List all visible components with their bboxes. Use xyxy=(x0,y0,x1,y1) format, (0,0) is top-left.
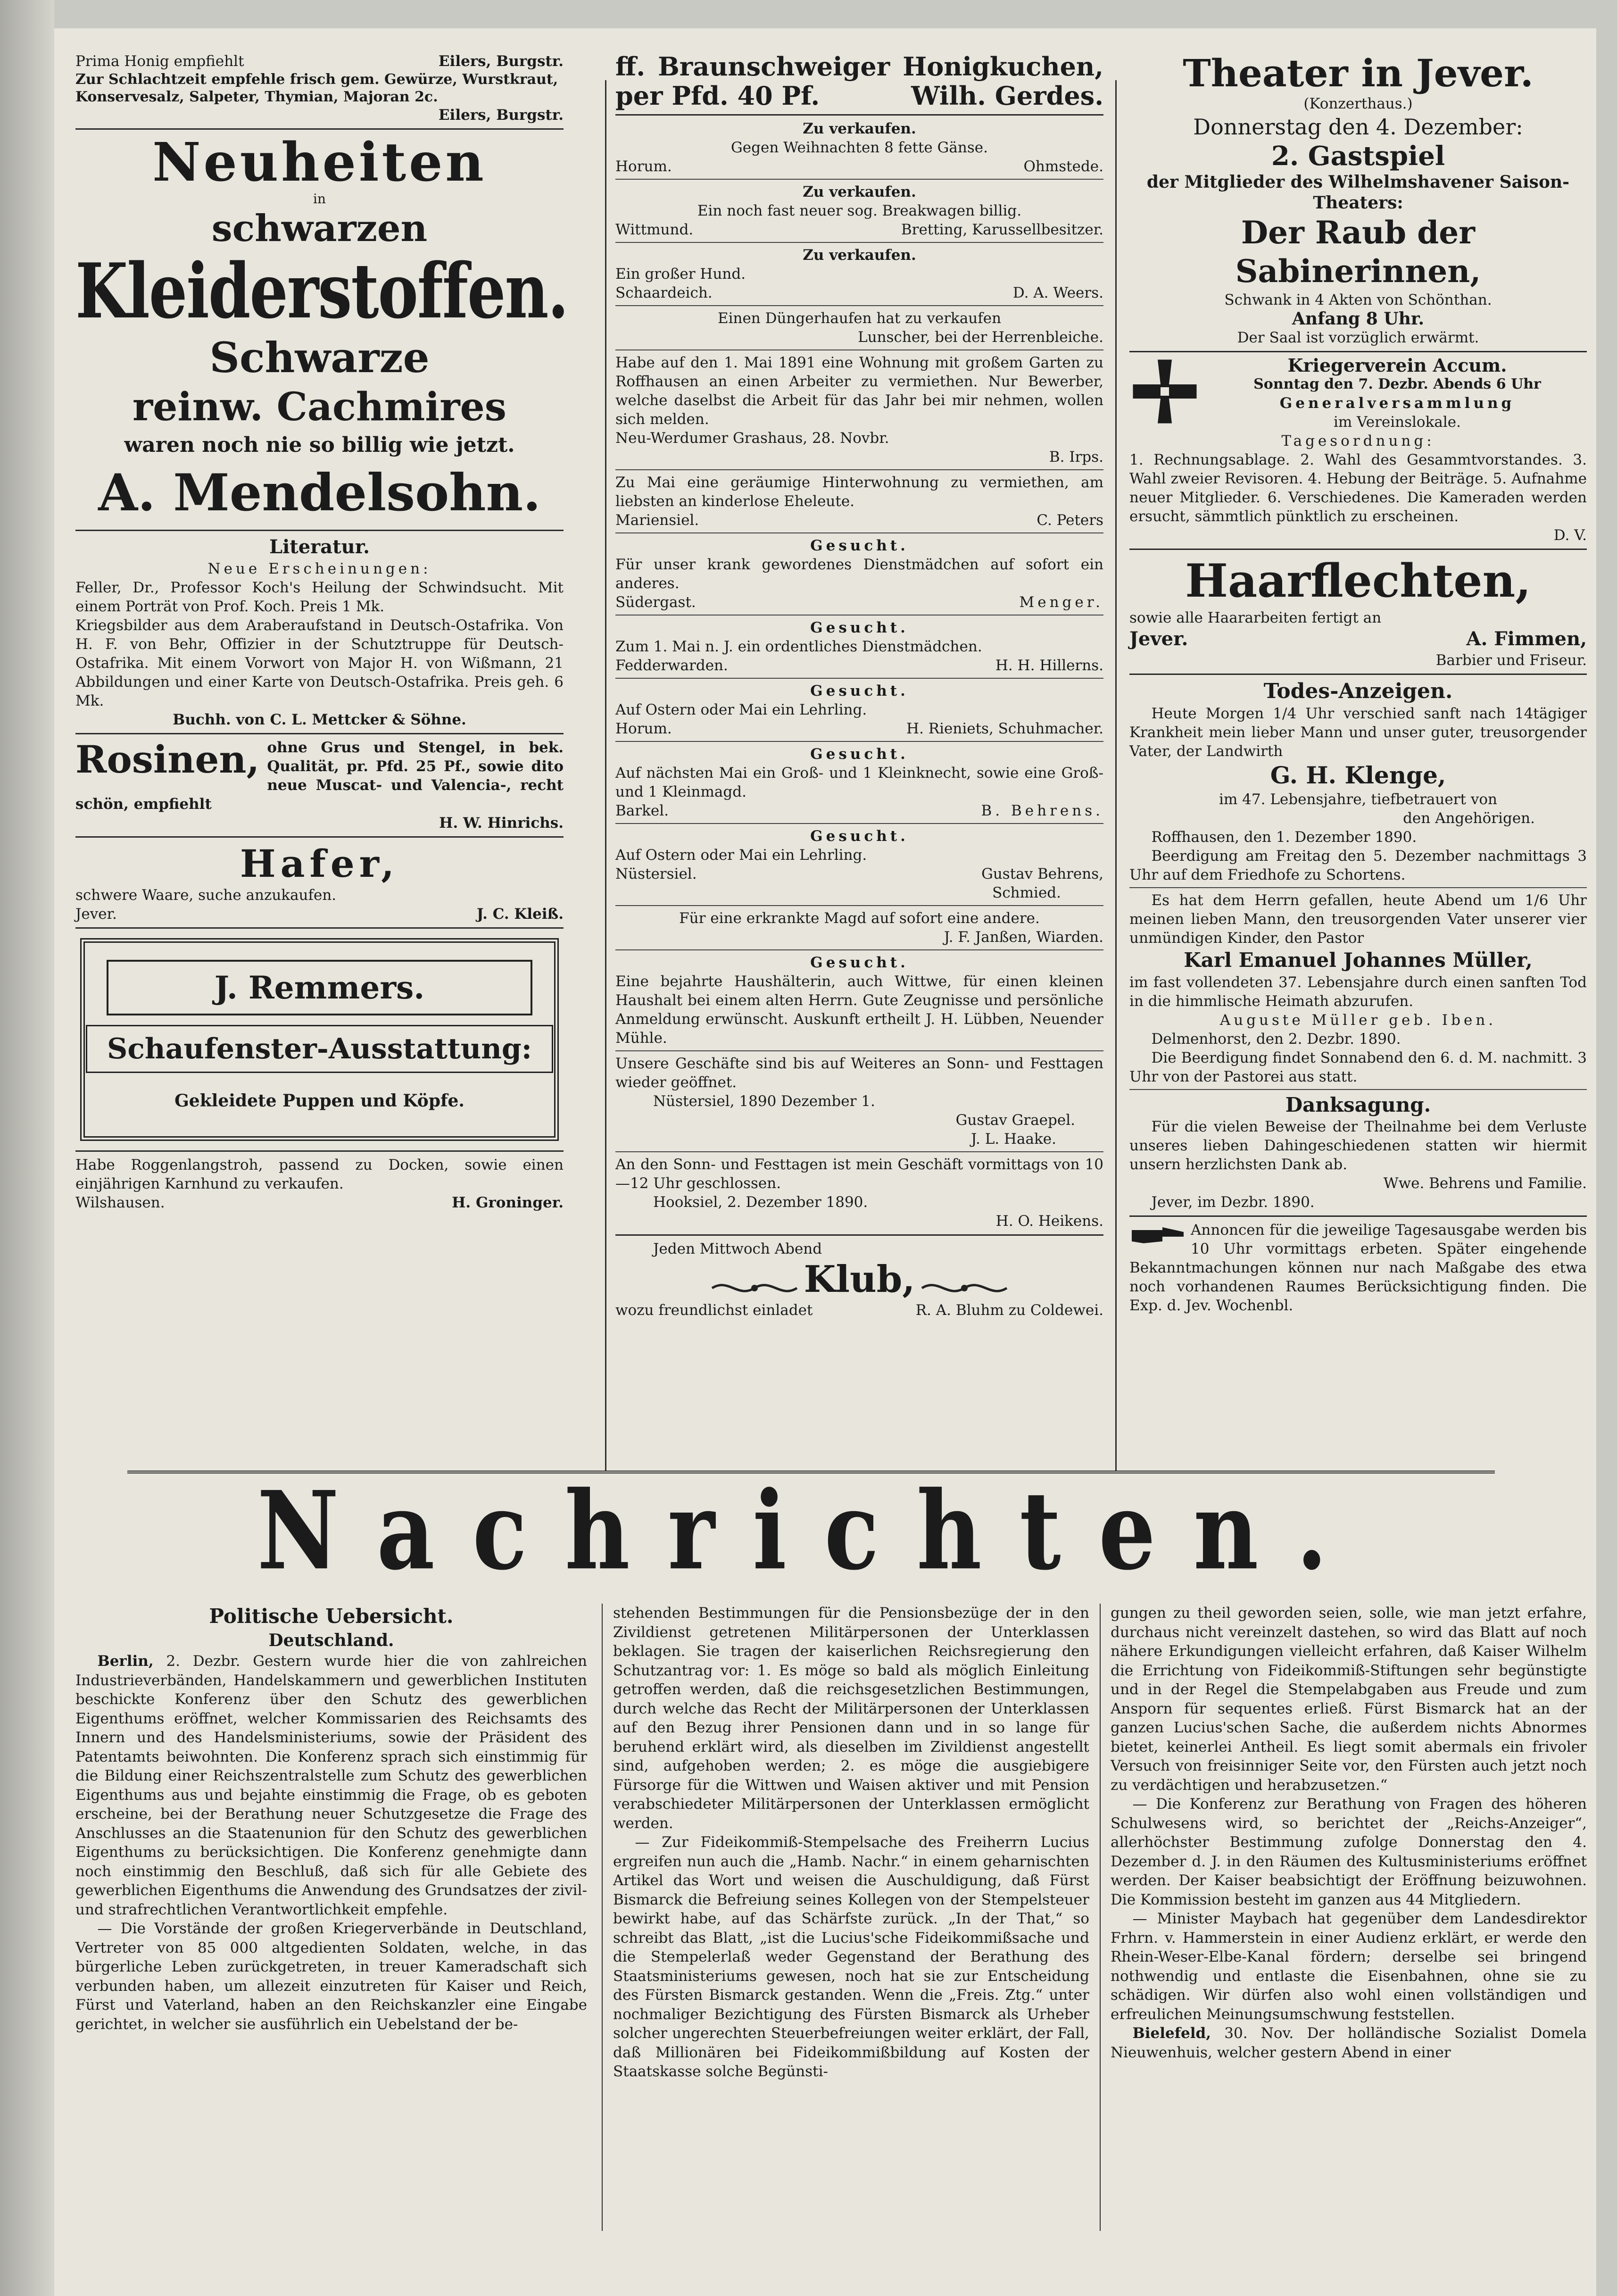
divider xyxy=(1129,887,1587,888)
gesucht-5-heading: Gesucht. xyxy=(810,828,909,845)
roggen-place: Wilshausen. xyxy=(75,1194,165,1211)
haar-sign: A. Fimmen, xyxy=(1466,628,1587,650)
magd-sign: J. F. Janßen, Wiarden. xyxy=(944,929,1103,946)
ad-2-sign: Bretting, Karussellbesitzer. xyxy=(901,221,1103,238)
neue-erscheinungen: Neue Erscheinungen: xyxy=(207,560,431,577)
tod-2-text: Es hat dem Herrn gefallen, heute Abend um 1/6 Uhr meinen lieben Mann, den treusorgenden Vater unserer vier unmündigen Kinder, den Pastor xyxy=(1129,892,1587,947)
saal: Der Saal ist vorzüglich erwärmt. xyxy=(1237,329,1479,346)
gesucht-1-sign: Menger. xyxy=(1019,594,1103,611)
klub-pre: Jeden Mittwoch Abend xyxy=(653,1240,822,1257)
krieger-text: 1. Rechnungsablage. 2. Wahl des Gesammtvorstandes. 3. Wahl zweier Revisoren. 4. Hebung der Beiträge. 5. Aufnahme neuer Mitglieder. 6. Verschiedenes. Die Kameraden werden ersucht, sämmtlich pünktlich zu erscheinen. xyxy=(1129,451,1587,525)
geschaefte-sign-2: J. L. Haake. xyxy=(970,1131,1056,1148)
krieger-location: im Vereinslokale. xyxy=(1334,414,1461,431)
bismarck-paragraph: gungen zu theil geworden seien, solle, wie man jetzt erfahre, durchaus nicht vereinzelt dastehen, so wird das Blatt auf noch nähere Erkundigungen vielleicht erfahren, daß Kaiser Wilhelm die Errichtung von Fideikommiß-Stiftungen sehr begünstigte und in der Regel die Stempelabgaben aus Freude und zum Ansporn für sequentes erließ. Fürst Bismarck hat an der ganzen Lucius'schen Sache, die außerdem nichts Abnormes bietet, keinerlei Antheil. Es liegt somit abermals ein frivoler Versuch von freisinniger Seite vor, den Fürsten auch jetzt noch zu verdächtigen und herabzusetzen.“ xyxy=(1111,1605,1587,1794)
gesucht-3-sign: H. Rieniets, Schuhmacher. xyxy=(906,720,1103,737)
krieger-sign: D. V. xyxy=(1553,527,1587,544)
ad-1-place: Horum. xyxy=(615,158,672,175)
raub-title: Der Raub der Sabinerinnen, xyxy=(1235,214,1481,290)
divider xyxy=(615,741,1103,742)
geschaefte-place: Nüstersiel, 1890 Dezember 1. xyxy=(653,1093,875,1110)
rosinen-text: ohne Grus und Stengel, in bek. Qualität, pr. Pfd. 25 Pf., sowie dito neue Muscat- und Valencia-, recht schön, empfiehlt xyxy=(75,739,564,813)
divider xyxy=(615,1151,1103,1152)
column-rule xyxy=(1100,1604,1101,2231)
gastspiel: 2. Gastspiel xyxy=(1271,141,1445,172)
gesucht-3-text: Auf Ostern oder Mai ein Lehrling. xyxy=(615,701,867,718)
ad-2-place: Wittmund. xyxy=(615,221,694,238)
kriegerverbaende-paragraph: — Die Vorstände der großen Kriegerverbände in Deutschland, Vertreter von 85 000 altgedienten Soldaten, welche, in das bürgerliche Leben zurückgetreten, in treuer Kameradschaft sich verbunden haben, um allezeit einzutreten für Kaiser und Reich, Fürst und Vaterland, haben an den Reichskanzler eine Eingabe gerichtet, in welcher sie ausführlich ein Uebelstand der be- xyxy=(75,1920,587,2033)
news-column-1 xyxy=(75,1604,587,2034)
neuheiten-heading: Neuheiten xyxy=(152,132,487,193)
berlin-paragraph: 2. Dezbr. Gestern wurde hier die von zahlreichen Industrieverbänden, Handelskammern und gewerblichen Instituten beschickte Konferenz über den Schutz des gewerblichen Eigenthums eröffnet, welcher Kommissarien des Reichsamts des Innern und des Handelsministeriums, sowie der Präsident des Patentamts beiwohnten. Die Konferenz sprach sich einstimmig für die Bildung einer Reichszentralstelle zum Schutz des gewerblichen Eigenthums aus und bejahte einstimmig die Frage, ob es geboten erscheine, bei der Berathung neuer Schutzgesetze die Frage des Anschlusses an die Staatenunion für den Schutz des gewerblichen Eigenthums zu berücksichtigen. Die Konferenz genehmigte dann noch einstimmig den Beschluß, daß sich für alle Gebiete des gewerblichen Eigenthums die Anwendung des Grundsatzes der zivil- und strafrechtlichen Verantwortlichkeit empfehle. xyxy=(75,1653,587,1918)
gesucht-3-heading: Gesucht. xyxy=(810,682,909,699)
divider xyxy=(75,128,564,130)
bielefeld-paragraph: 30. Nov. Der holländische Sozialist Domela Nieuwenhuis, welcher gestern Abend in einer xyxy=(1111,2025,1587,2061)
ad-2-heading: Zu verkaufen. xyxy=(803,183,916,200)
schwarze-heading: Schwarze xyxy=(209,333,430,382)
tod-2-beerdigung: Die Beerdigung findet Sonnabend den 6. d. M. nachmitt. 3 Uhr von der Pastorei aus statt. xyxy=(1129,1049,1587,1085)
gesucht-2-heading: Gesucht. xyxy=(810,619,909,636)
konferenz-paragraph: — Die Konferenz zur Berathung von Fragen des höheren Schulwesens wird, so berichtet der „Reichs-Anzeiger“, allerhöchster Bestimmung zufolge Donnerstag den 4. Dezember d. J. in den Räumen des Kultusministeriums eröffnet werden. Der Kaiser beabsichtigt der Eröffnung beizuwohnen. Die Kommission besteht im ganzen aus 44 Mitgliedern. xyxy=(1111,1796,1587,1908)
masthead xyxy=(127,1467,1495,1594)
ad-2-text: Ein noch fast neuer sog. Breakwagen billig. xyxy=(697,202,1022,219)
column-rule xyxy=(602,1604,603,2231)
gesucht-1-text: Für unser krank gewordenes Dienstmädchen auf sofort ein anderes. xyxy=(615,556,1103,592)
book-spine xyxy=(0,0,54,2296)
tod-1-place: Roffhausen, den 1. Dezember 1890. xyxy=(1151,829,1417,846)
rosinen-ad xyxy=(75,738,564,832)
literatur-sign: Buchh. von C. L. Mettcker & Söhne. xyxy=(173,711,466,728)
schwarzen-heading: schwarzen xyxy=(211,207,428,250)
honigkuchen-sign: Wilh. Gerdes. xyxy=(911,81,1103,111)
mendelsohn-name: A. Mendelsohn. xyxy=(98,463,541,523)
column-rule xyxy=(1115,80,1117,1472)
tod-1-b: im 47. Lebensjahre, tiefbetrauert von xyxy=(1219,791,1497,808)
gesucht-2-sign: H. H. Hillerns. xyxy=(995,657,1103,674)
danksagung-heading: Danksagung. xyxy=(1285,1093,1431,1116)
theater-date: Donnerstag den 4. Dezember: xyxy=(1193,114,1523,140)
tod-2-b: im fast vollendeten 37. Lebensjahre durch einen sanften Tod in die himmlische Heimath abzurufen. xyxy=(1129,974,1587,1010)
ads-column-1 xyxy=(75,52,568,1212)
ad-1-heading: Zu verkaufen. xyxy=(803,120,916,137)
gesucht-3-place: Horum. xyxy=(615,720,672,737)
danksagung-place: Jever, im Dezbr. 1890. xyxy=(1151,1194,1315,1211)
schaufenster-heading: Schaufenster-Ausstattung: xyxy=(86,1025,553,1073)
ad-3-text: Ein großer Hund. xyxy=(615,266,746,283)
divider xyxy=(75,836,564,838)
fideikommiss-paragraph: — Zur Fideikommiß-Stempelsache des Freiherrn Lucius ergreifen nun auch die „Hamb. Nachr.“ in einem geharnischten Artikel das Wort und weisen die Auschuldigung, daß Fürst Bismarck die Befreiung seines Kollegen von der Stempelsteuer bewirkt habe, auf das Schärfste zurück. „In der That,“ so schreibt das Blatt, „ist die Lucius'sche Fideikommißsache und die Stempelerlaß weder Gegenstand der Berathung des Staatsministeriums gewesen, noch hat sie zur Entscheidung des Fürsten Bismarck gestanden. Wenn die „Freis. Ztg.“ unter nochmaliger Bezichtigung des Fürsten Bismarck als Urheber solcher ungerechten Steuerbefreiungen weiter erklärt, der Fall, daß Millionären bei Fideikommißbildung auf Kosten der Staatskasse solche Begünsti- xyxy=(613,1834,1089,2080)
gesucht-6-heading: Gesucht. xyxy=(810,954,909,971)
divider xyxy=(615,615,1103,616)
divider xyxy=(1129,549,1587,550)
column-rule xyxy=(605,80,606,1472)
cachmires-heading: reinw. Cachmires xyxy=(133,384,506,430)
ad-6-place: Mariensiel. xyxy=(615,512,699,529)
tod-2-name: Karl Emanuel Johannes Müller, xyxy=(1184,948,1533,972)
anfang: Anfang 8 Uhr. xyxy=(1292,309,1425,329)
iron-cross-icon xyxy=(1129,356,1200,427)
krieger-date: Sonntag den 7. Dezbr. Abends 6 Uhr xyxy=(1253,376,1541,392)
divider xyxy=(615,349,1103,350)
divider xyxy=(615,823,1103,824)
pensions-paragraph: stehenden Bestimmungen für die Pensionsbezüge der in den Zivildienst getretenen Militärpersonen der Unterklassen beklagen. Sie tragen der kaiserlichen Reichsregierung den Schutzantrag vor: 1. Es möge so bald als möglich Einleitung getroffen werden, daß die reichsgesetzlichen Bestimmungen, durch welche das Recht der Militärpersonen der Unterklassen auf den Bezug ihrer Pensionen dann und in so lange für beruhend erklärt wird, als dieselben im Zivildienst angestellt sind, aufgehoben werden; 2. es möge die ausgiebigere Fürsorge für die Wittwen und Waisen aktiver und mit Pension verabschiedeter Militärpersonen der Unterklassen ermöglicht werden. xyxy=(613,1605,1089,1832)
gesucht-4-sign: B. Behrens. xyxy=(981,802,1103,819)
ads-column-3 xyxy=(1129,52,1587,1315)
ad-5-place: Neu-Werdumer Grashaus, 28. Novbr. xyxy=(615,430,889,447)
spice-sign: Eilers, Burgstr. xyxy=(438,107,564,124)
hafer-sign: J. C. Kleiß. xyxy=(476,906,564,923)
roggen-signature xyxy=(75,1193,564,1212)
literatur-item-2: Kriegsbilder aus dem Araberaufstand in Deutsch-Ostafrika. Von H. F. von Behr, Offizier in der Schutztruppe für Deutsch-Ostafrika. Mit einem Vorwort von Major H. von Wißmann, 21 Abbildungen und einer Karte von Deutsch-Ostafrika. Preis geh. 6 Mk. xyxy=(75,617,564,709)
kleiderstoffen-heading: Kleiderstoffen. xyxy=(75,247,568,336)
tod-1-text: Heute Morgen 1/4 Uhr verschied sanft nach 14tägiger Krankheit mein lieber Mann und unser guter, treusorgender Vater, der Landwirth xyxy=(1129,705,1587,760)
gesucht-1-place: Südergast. xyxy=(615,594,696,611)
annoncen-notice xyxy=(1129,1221,1587,1315)
divider xyxy=(615,242,1103,243)
hafer-text: schwere Waare, suche anzukaufen. xyxy=(75,887,337,904)
honey-text: Prima Honig empfiehlt xyxy=(75,53,244,70)
divider xyxy=(1129,351,1587,352)
gesucht-1-heading: Gesucht. xyxy=(810,537,909,554)
nachrichten-heading: Nachrichten. xyxy=(257,1467,1365,1594)
divider xyxy=(615,179,1103,180)
gesucht-2-text: Zum 1. Mai n. J. ein ordentliches Dienstmädchen. xyxy=(615,638,982,655)
tod-2-sign: Auguste Müller geb. Iben. xyxy=(1219,1012,1497,1029)
pointing-hand-icon xyxy=(1129,1221,1186,1249)
gesucht-5-place: Nüstersiel. xyxy=(615,865,697,882)
hafer-place: Jever. xyxy=(75,906,117,923)
divider xyxy=(1129,1089,1587,1090)
divider xyxy=(615,1234,1103,1236)
news-column-3 xyxy=(1111,1604,1587,2062)
ornament-icon xyxy=(710,1277,799,1299)
hafer-heading: Hafer, xyxy=(240,841,399,886)
ad-4-sign: Lunscher, bei der Herrenbleiche. xyxy=(858,329,1103,346)
todes-heading: Todes-Anzeigen. xyxy=(1263,679,1453,703)
divider xyxy=(75,733,564,734)
ad-6-text: Zu Mai eine geräumige Hinterwohnung zu vermiethen, am liebsten an kinderlose Eheleute. xyxy=(615,474,1103,510)
gesucht-2-place: Fedderwarden. xyxy=(615,657,728,674)
tod-1-beerdigung: Beerdigung am Freitag den 5. Dezember nachmittags 3 Uhr auf dem Friedhofe zu Schortens. xyxy=(1129,848,1587,883)
klub-heading: Klub, xyxy=(804,1258,915,1301)
divider xyxy=(615,678,1103,679)
honigkuchen-ad: ff. Braunschweiger Honigkuchen, per Pfd. 40 Pf. xyxy=(615,51,1103,111)
ad-3-heading: Zu verkaufen. xyxy=(803,247,916,264)
geschaefte-sign-1: Gustav Graepel. xyxy=(955,1112,1075,1129)
divider xyxy=(1129,1215,1587,1217)
sonntag-sign: H. O. Heikens. xyxy=(995,1213,1103,1230)
divider xyxy=(615,114,1103,116)
roggen-text: Habe Roggenlangstroh, passend zu Docken, sowie einen einjährigen Karnhund zu verkaufen. xyxy=(75,1156,564,1192)
roggen-sign: H. Groninger. xyxy=(452,1194,564,1211)
divider xyxy=(615,532,1103,533)
annoncen-text: Annoncen für die jeweilige Tagesausgabe werden bis 10 Uhr vormittags erbeten. Später eingehende Bekanntmachungen können nur nach Maßgabe des etwa noch vorhandenen Raumes Berücksichtigung finden. Die Exp. d. Jev. Wochenbl. xyxy=(1129,1222,1587,1314)
gesucht-4-heading: Gesucht. xyxy=(810,746,909,763)
ad-5-sign: B. Irps. xyxy=(1049,449,1103,466)
gesucht-4-text: Auf nächsten Mai ein Groß- und 1 Kleinknecht, sowie eine Groß- und 1 Kleinmagd. xyxy=(615,765,1103,800)
geschaefte-text: Unsere Geschäfte sind bis auf Weiteres an Sonn- und Festtagen wieder geöffnet. xyxy=(615,1055,1103,1091)
ad-1-sign: Ohmstede. xyxy=(1023,158,1103,175)
gesucht-4-place: Barkel. xyxy=(615,802,669,819)
ad-4-text: Einen Düngerhaufen hat zu verkaufen xyxy=(717,310,1002,327)
krieger-gv: Generalversammlung xyxy=(1279,395,1515,412)
gesucht-5-sign-2: Schmied. xyxy=(992,884,1061,901)
ornament-icon xyxy=(920,1277,1009,1299)
divider xyxy=(615,305,1103,306)
divider xyxy=(615,469,1103,470)
magd-text: Für eine erkrankte Magd auf sofort eine andere. xyxy=(679,910,1040,927)
literatur-heading: Literatur. xyxy=(269,536,370,558)
billig-line: waren noch nie so billig wie jetzt. xyxy=(124,433,515,457)
klub-text: wozu freundlichst einladet xyxy=(615,1302,813,1319)
spice-ad: Zur Schlachtzeit empfehle frisch gem. Gewürze, Wurstkraut, Konservesalz, Salpeter, Thymian, Majoran 2c. xyxy=(75,71,558,105)
klub-sign: R. A. Bluhm zu Coldewei. xyxy=(915,1302,1103,1319)
gesucht-6-text: Eine bejahrte Haushälterin, auch Wittwe, für einen kleinen Haushalt bei einem alten Herrn. Gute Zeugnisse und persönliche Anmeldung erwünscht. Auskunft ertheilt J. H. Lübben, Neuender Mühle. xyxy=(615,973,1103,1047)
maybach-paragraph: — Minister Maybach hat gegenüber dem Landesdirektor Frhrn. v. Hammerstein in einer Audienz erklärt, er werde den Rhein-Weser-Elbe-Kanal fördern; derselbe sei bringend nothwendig und entlaste die Eisenbahnen, ohne sie zu schädigen. Wir dürfen also wohl einen vollständigen und erfreulichen Meinungsumschwung feststellen. xyxy=(1111,1910,1587,2023)
rosinen-sign: H. W. Hinrichs. xyxy=(439,815,564,832)
berlin-lead: Berlin, xyxy=(97,1653,154,1670)
tod-1-name: G. H. Klenge, xyxy=(1270,761,1446,789)
klub-ad xyxy=(615,1258,1103,1301)
news-column-2 xyxy=(613,1604,1089,2081)
divider xyxy=(75,1150,564,1152)
kriegerverein-ad xyxy=(1129,356,1587,545)
ad-3-place: Schaardeich. xyxy=(615,284,713,301)
ad-1-text: Gegen Weihnachten 8 fette Gänse. xyxy=(731,139,988,156)
tod-1-c: den Angehörigen. xyxy=(1403,810,1535,827)
ads-column-2 xyxy=(615,52,1103,1320)
haarflechten-heading: Haarflechten, xyxy=(1185,554,1531,607)
divider xyxy=(615,905,1103,906)
ad-5-text: Habe auf den 1. Mai 1891 eine Wohnung mit großem Garten zu Roffhausen an einen Arbeiter zu vermiethen. Nur Bewerber, welche daselbst die Arbeit für das Jahr bei mir nehmen, wollen sich melden. xyxy=(615,354,1103,428)
puppen-text: Gekleidete Puppen und Köpfe. xyxy=(174,1091,464,1111)
haarflechten-text: sowie alle Haararbeiten fertigt an xyxy=(1129,609,1382,626)
literatur-item-1: Feller, Dr., Professor Koch's Heilung der Schwindsucht. Mit einem Porträt von Prof. Koch. Preis 1 Mk. xyxy=(75,579,564,615)
in-word: in xyxy=(313,191,326,207)
danksagung-text: Für die vielen Beweise der Theilnahme bei dem Verluste unseres lieben Dahingeschiedenen statten wir hiermit unsern herzlichsten Dank ab. xyxy=(1129,1118,1587,1173)
gesucht-5-text: Auf Ostern oder Mai ein Lehrling. xyxy=(615,847,867,864)
gesucht-5-sign: Gustav Behrens, xyxy=(981,865,1103,882)
haar-place: Jever. xyxy=(1129,628,1188,650)
konzerthaus: (Konzerthaus.) xyxy=(1303,95,1413,112)
remmers-name: J. Remmers. xyxy=(107,960,532,1015)
rosinen-heading: Rosinen, xyxy=(75,738,260,782)
schwank: Schwank in 4 Akten von Schönthan. xyxy=(1224,291,1492,308)
bielefeld-lead: Bielefeld, xyxy=(1132,2025,1211,2042)
divider xyxy=(75,530,564,531)
honey-sign: Eilers, Burgstr. xyxy=(438,53,564,70)
danksagung-sign: Wwe. Behrens und Familie. xyxy=(1383,1175,1587,1192)
mitglieder: der Mitglieder des Wilhelmshavener Saison-Theaters: xyxy=(1146,172,1570,213)
tod-2-place: Delmenhorst, den 2. Dezbr. 1890. xyxy=(1151,1031,1401,1048)
remmers-ad xyxy=(80,938,559,1141)
krieger-heading: Kriegerverein Accum. xyxy=(1287,355,1507,376)
deutschland-heading: Deutschland. xyxy=(268,1630,394,1650)
hafer-signature xyxy=(75,905,564,923)
mendelsohn-ad xyxy=(75,132,568,526)
divider xyxy=(1129,674,1587,675)
divider xyxy=(615,1050,1103,1051)
theater-heading: Theater in Jever. xyxy=(1183,51,1534,95)
tagesordnung: Tagesordnung: xyxy=(1281,433,1435,449)
ad-3-sign: D. A. Weers. xyxy=(1012,284,1103,301)
sonntag-text: An den Sonn- und Festtagen ist mein Geschäft vormittags von 10—12 Uhr geschlossen. xyxy=(615,1156,1103,1192)
ad-6-sign: C. Peters xyxy=(1037,512,1103,529)
haar-sign-2: Barbier und Friseur. xyxy=(1435,652,1587,669)
divider xyxy=(75,927,564,929)
uebersicht-heading: Politische Uebersicht. xyxy=(209,1605,454,1628)
sonntag-place: Hooksiel, 2. Dezember 1890. xyxy=(653,1194,868,1211)
honey-ad xyxy=(75,52,564,71)
divider xyxy=(615,949,1103,950)
